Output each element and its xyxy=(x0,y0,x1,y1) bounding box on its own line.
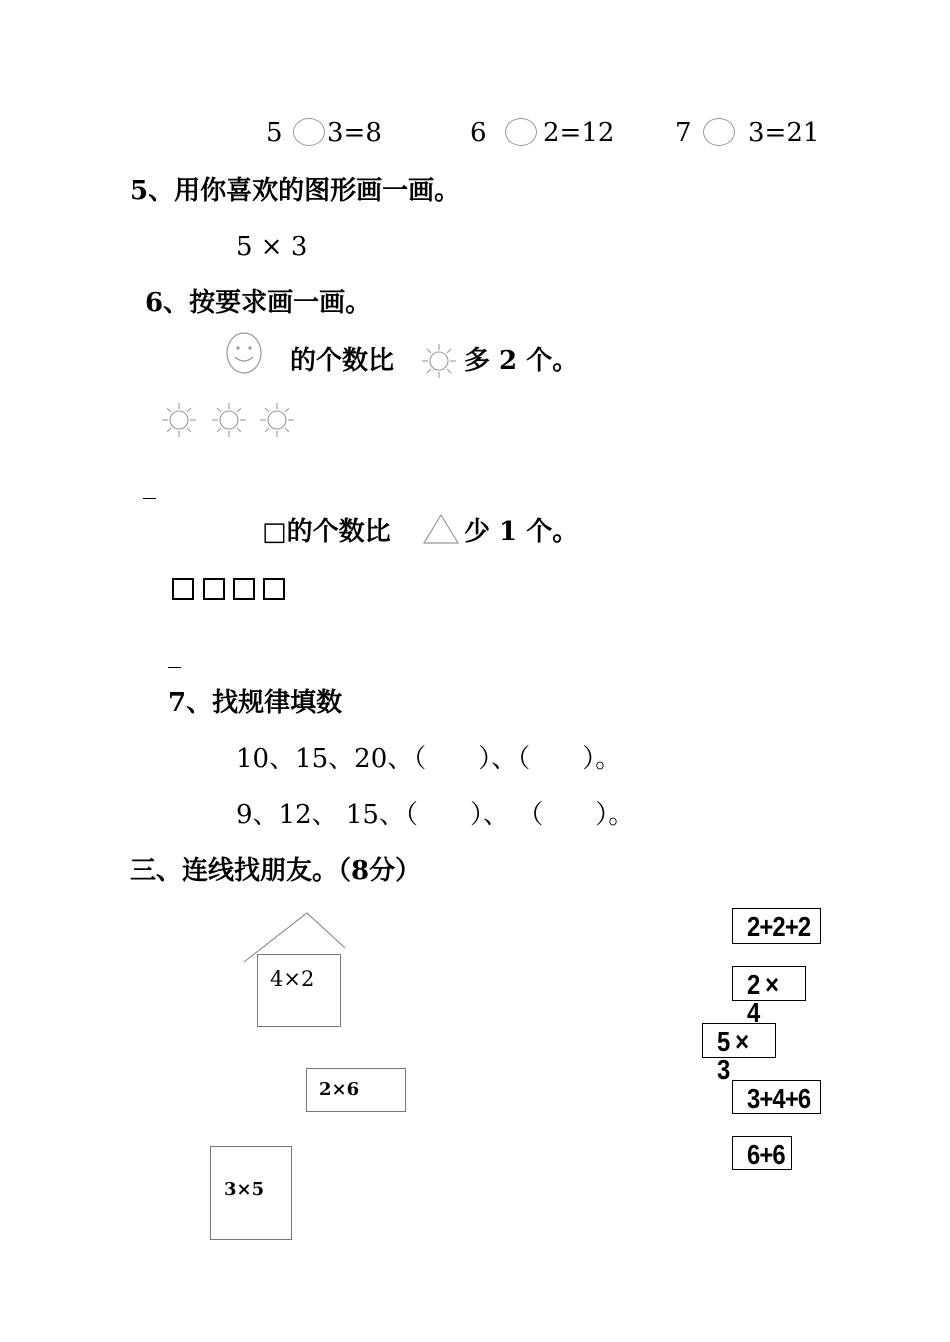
smiley-face-icon xyxy=(226,332,262,374)
q6-line2-end: 少 1 个。 xyxy=(464,517,579,547)
left-card-house[interactable] xyxy=(257,954,341,1027)
right-card-label: 3+4+6 xyxy=(747,1083,811,1114)
q5-title: 5、用你喜欢的图形画一画。 xyxy=(130,176,461,206)
sun-icon xyxy=(161,402,197,438)
operator-blank-oval[interactable] xyxy=(505,118,537,146)
left-card-label: 4×2 xyxy=(270,967,315,991)
q6-blank-line-2: _ xyxy=(168,639,181,669)
q6-line1-middle: 的个数比 xyxy=(290,346,395,376)
square-shape xyxy=(203,578,225,600)
right-card[interactable] xyxy=(732,908,821,944)
square-shape xyxy=(233,578,255,600)
operator-blank-oval[interactable] xyxy=(703,118,735,146)
left-card-tall[interactable] xyxy=(210,1146,292,1240)
q6-title: 6、按要求画一画。 xyxy=(145,288,372,318)
operator-blank-oval[interactable] xyxy=(293,118,325,146)
eq1-a: 5 xyxy=(266,118,283,148)
q7-sequence-1: 10、15、20、（ ）、（ ）。 xyxy=(236,744,622,774)
square-shape xyxy=(172,578,194,600)
eq1-b: 3=8 xyxy=(327,118,382,148)
section3-title: 三、连线找朋友。（8分） xyxy=(130,856,422,886)
right-card-label: 5 × 3 xyxy=(717,1026,749,1085)
eq2-a: 6 xyxy=(470,118,487,148)
sun-icon xyxy=(211,402,247,438)
right-card[interactable] xyxy=(702,1023,776,1085)
right-card[interactable] xyxy=(732,1136,792,1170)
right-card[interactable] xyxy=(732,1080,821,1114)
sun-icon xyxy=(421,343,457,379)
triangle-icon xyxy=(422,513,460,545)
left-card-label: 3×5 xyxy=(224,1179,265,1200)
q6-line1-end: 多 2 个。 xyxy=(464,346,579,376)
square-shape xyxy=(263,578,285,600)
right-card[interactable] xyxy=(732,966,806,1028)
q7-sequence-2: 9、12、 15、（ ）、 （ ）。 xyxy=(236,800,635,830)
eq2-b: 2=12 xyxy=(543,118,615,148)
q7-title: 7、找规律填数 xyxy=(168,688,343,718)
eq3-a: 7 xyxy=(675,118,692,148)
q5-expression: 5 × 3 xyxy=(236,232,308,262)
q6-blank-line-1: _ xyxy=(143,470,156,500)
right-card-label: 2 × 4 xyxy=(747,969,779,1028)
q6-line2-start: □的个数比 xyxy=(262,517,391,547)
left-card-label: 2×6 xyxy=(319,1079,360,1100)
eq3-b: 3=21 xyxy=(748,118,820,148)
right-card-label: 2+2+2 xyxy=(747,911,811,942)
right-card-label: 6+6 xyxy=(747,1139,785,1170)
sun-icon xyxy=(259,402,295,438)
left-card-rect[interactable] xyxy=(306,1068,406,1112)
